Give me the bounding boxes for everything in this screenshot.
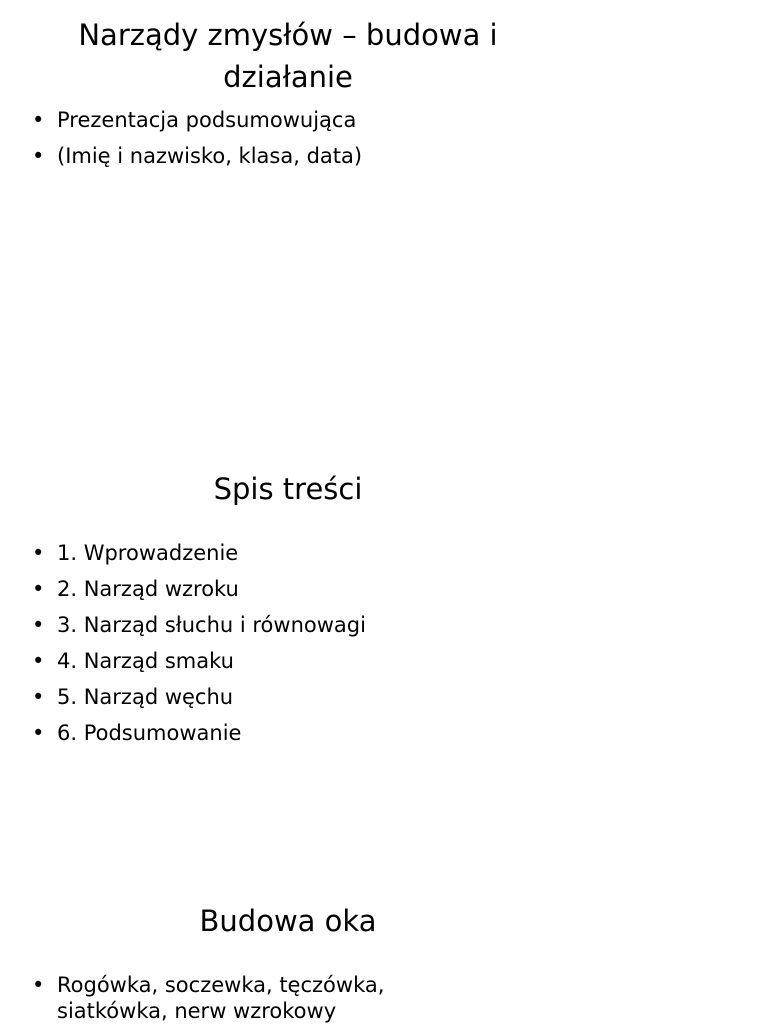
bullet-item [30, 540, 530, 566]
bullet-dot-icon: • [32, 613, 45, 637]
slide-eye-structure [0, 864, 576, 1024]
bullet-dot-icon: • [32, 685, 45, 709]
bullet-dot-icon: • [32, 144, 45, 168]
bullet-text: 4. Narząd smaku [57, 649, 234, 673]
slide-title-page [0, 0, 576, 432]
bullet-item [30, 143, 530, 169]
bullet-text: (Imię i nazwisko, klasa, data) [57, 144, 363, 168]
bullet-list [30, 107, 530, 179]
bullet-dot-icon: • [32, 577, 45, 601]
bullet-list [30, 540, 530, 756]
slide-title: Budowa oka [199, 904, 377, 938]
bullet-dot-icon: • [32, 541, 45, 565]
slide-title: Spis treści [213, 472, 363, 506]
bullet-item [30, 612, 530, 638]
bullet-text: 1. Wprowadzenie [57, 541, 239, 565]
bullet-item [30, 576, 530, 602]
bullet-dot-icon: • [32, 721, 45, 745]
bullet-dot-icon: • [32, 649, 45, 673]
slide-table-of-contents [0, 432, 576, 864]
bullet-item [30, 684, 530, 710]
bullet-item [30, 972, 497, 1024]
bullet-item [30, 720, 530, 746]
bullet-text: 6. Podsumowanie [57, 721, 242, 745]
bullet-dot-icon: • [32, 973, 45, 997]
bullet-text: 2. Narząd wzroku [57, 577, 239, 601]
bullet-text: 5. Narząd węchu [57, 685, 234, 709]
bullet-item [30, 648, 530, 674]
bullet-text: Prezentacja podsumowująca [57, 108, 357, 132]
bullet-item [30, 107, 530, 133]
slide-title: Narządy zmysłów – budowa i działanie [78, 18, 498, 94]
bullet-list [30, 972, 530, 1034]
bullet-text: 3. Narząd słuchu i równowagi [57, 613, 366, 637]
bullet-dot-icon: • [32, 108, 45, 132]
bullet-text: Rogówka, soczewka, tęczówka, siatkówka, nerw wzrokowy [57, 973, 385, 1023]
